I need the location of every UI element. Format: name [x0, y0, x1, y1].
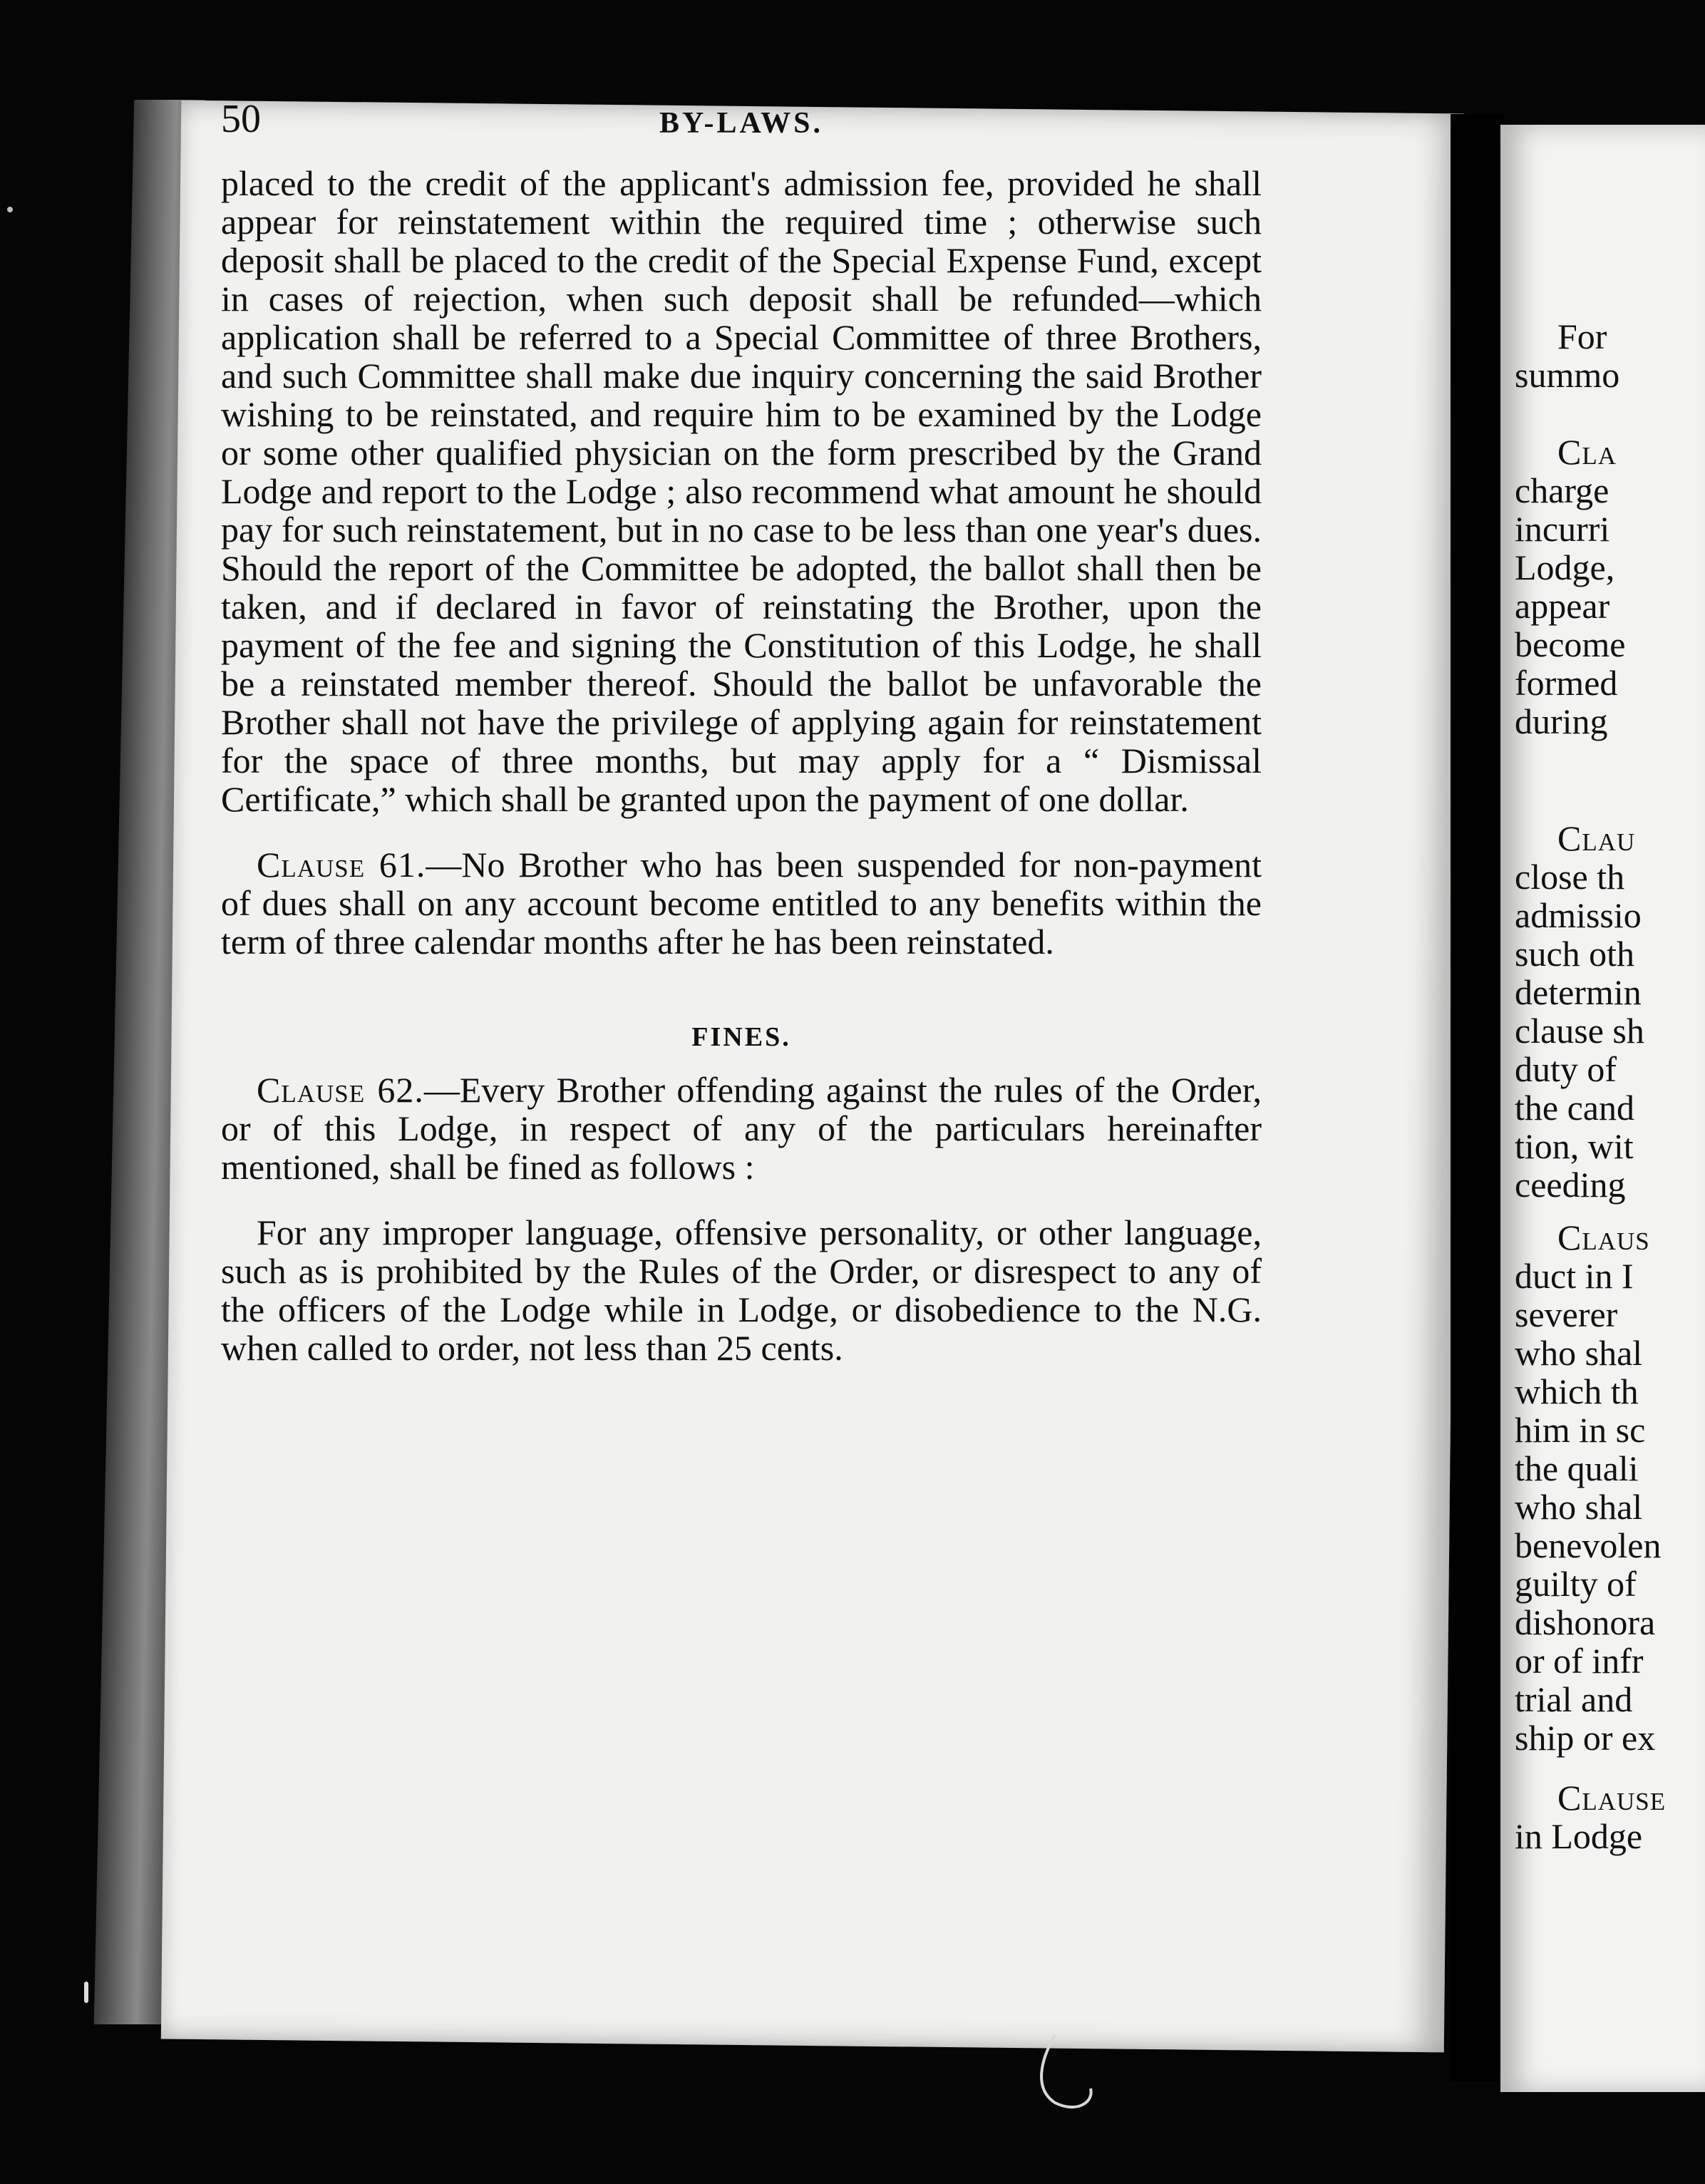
right-line: trial and	[1515, 1679, 1633, 1719]
right-line: Lodge,	[1515, 547, 1615, 587]
section-heading-fines: FINES.	[691, 1022, 791, 1052]
clause-61-text: —No Brother who has been suspended for non-payment of dues shall on any account become entitled to any benefits within the term of three calendar months after he has been reinstated.	[221, 845, 1262, 962]
dust-speck	[7, 207, 13, 212]
right-line: charge	[1515, 470, 1609, 510]
right-line: ship or ex	[1515, 1718, 1656, 1758]
right-line: severer	[1515, 1294, 1618, 1334]
page-header-title: BY-LAWS.	[659, 107, 824, 140]
continuation-paragraph: placed to the credit of the applicant's admission fee, provided he shall appear for reinstatement within the required time ; otherwise such deposit shall be placed to the credit of the Special Expense Fund, except in cases of rejection, when such deposit shall be refunded—which application shall be referred to a Special Committee of three Brothers, and such Committee shall make due inquiry concerning the said Brother wishing to be reinstated, and require him to be examined by the Lodge or some other qualified physician on the form prescribed by the Grand Lodge and report to the Lodge ; also recommend what amount he should pay for such reinstatement, but in no case to be less than one year's dues. Should the report of the Committee be adopted, the ballot shall then be taken, and if declared in favor of reinstating the Brother, upon the payment of the fee and signing the Constitution of this Lodge, he shall be a reinstated member thereof. Should the ballot be unfavorable the Brother shall not have the privilege of applying again for reinstatement for the space of three months, but may apply for a “ Dismissal Certificate,” which shall be granted upon the payment of one dollar.	[221, 163, 1262, 819]
right-line: formed	[1515, 663, 1618, 703]
clause-62-label: Clause 62.	[257, 1070, 424, 1110]
clause-62-paragraph	[221, 1071, 1262, 1186]
clause-61-label: Clause 61.	[257, 845, 426, 885]
right-line: which th	[1515, 1371, 1639, 1411]
right-line: Cla	[1557, 432, 1617, 472]
right-line: tion, wit	[1515, 1126, 1634, 1166]
right-line: the cand	[1515, 1088, 1634, 1128]
right-line: admissio	[1515, 895, 1642, 935]
left-page-text	[221, 97, 1262, 1368]
right-line: during	[1515, 701, 1608, 741]
right-line: determin	[1515, 972, 1642, 1012]
right-line: duty of	[1515, 1049, 1617, 1089]
fine-paragraph: For any improper language, offensive personality, or other language, such as is prohibited by the Rules of the Order, or disrespect to any of the officers of the Lodge while in Lodge, or disobedience to the N.G. when called to order, not less than 25 cents.	[221, 1212, 1262, 1368]
right-line: close th	[1515, 857, 1625, 897]
right-line: incurri	[1515, 509, 1610, 549]
right-line: Clause	[1557, 1778, 1667, 1818]
right-line: Claus	[1557, 1217, 1650, 1257]
right-line: benevolen	[1515, 1525, 1662, 1565]
right-line: the quali	[1515, 1448, 1639, 1488]
clause-62-text: —Every Brother offending against the rules of the Order, or of this Lodge, in respect of any of the particulars hereinafter mentioned, shall be fined as follows :	[221, 1070, 1262, 1187]
right-line: summo	[1515, 355, 1620, 395]
right-line: dishonora	[1515, 1602, 1656, 1642]
right-line: guilty of	[1515, 1564, 1637, 1604]
right-line: or of infr	[1515, 1641, 1644, 1681]
running-head	[221, 97, 1262, 150]
right-line: become	[1515, 624, 1626, 664]
right-line: him in sc	[1515, 1410, 1646, 1450]
right-line: duct in I	[1515, 1256, 1634, 1296]
page-number: 50	[221, 97, 261, 141]
right-line: who shal	[1515, 1333, 1643, 1373]
right-line: who shal	[1515, 1487, 1643, 1527]
dust-speck	[84, 1982, 88, 2003]
right-line: such oth	[1515, 934, 1635, 974]
right-line: in Lodge	[1515, 1816, 1643, 1856]
right-page	[1500, 125, 1705, 2092]
right-line: ceeding	[1515, 1165, 1626, 1205]
right-page-text	[1515, 317, 1705, 1855]
clause-61-paragraph	[221, 845, 1262, 961]
stray-thread-mark	[1026, 2031, 1105, 2117]
right-line: clause sh	[1515, 1011, 1644, 1051]
book-gutter	[1451, 114, 1504, 2081]
right-line: appear	[1515, 586, 1610, 626]
right-line: Clau	[1557, 818, 1636, 858]
right-line: For	[1557, 316, 1607, 356]
